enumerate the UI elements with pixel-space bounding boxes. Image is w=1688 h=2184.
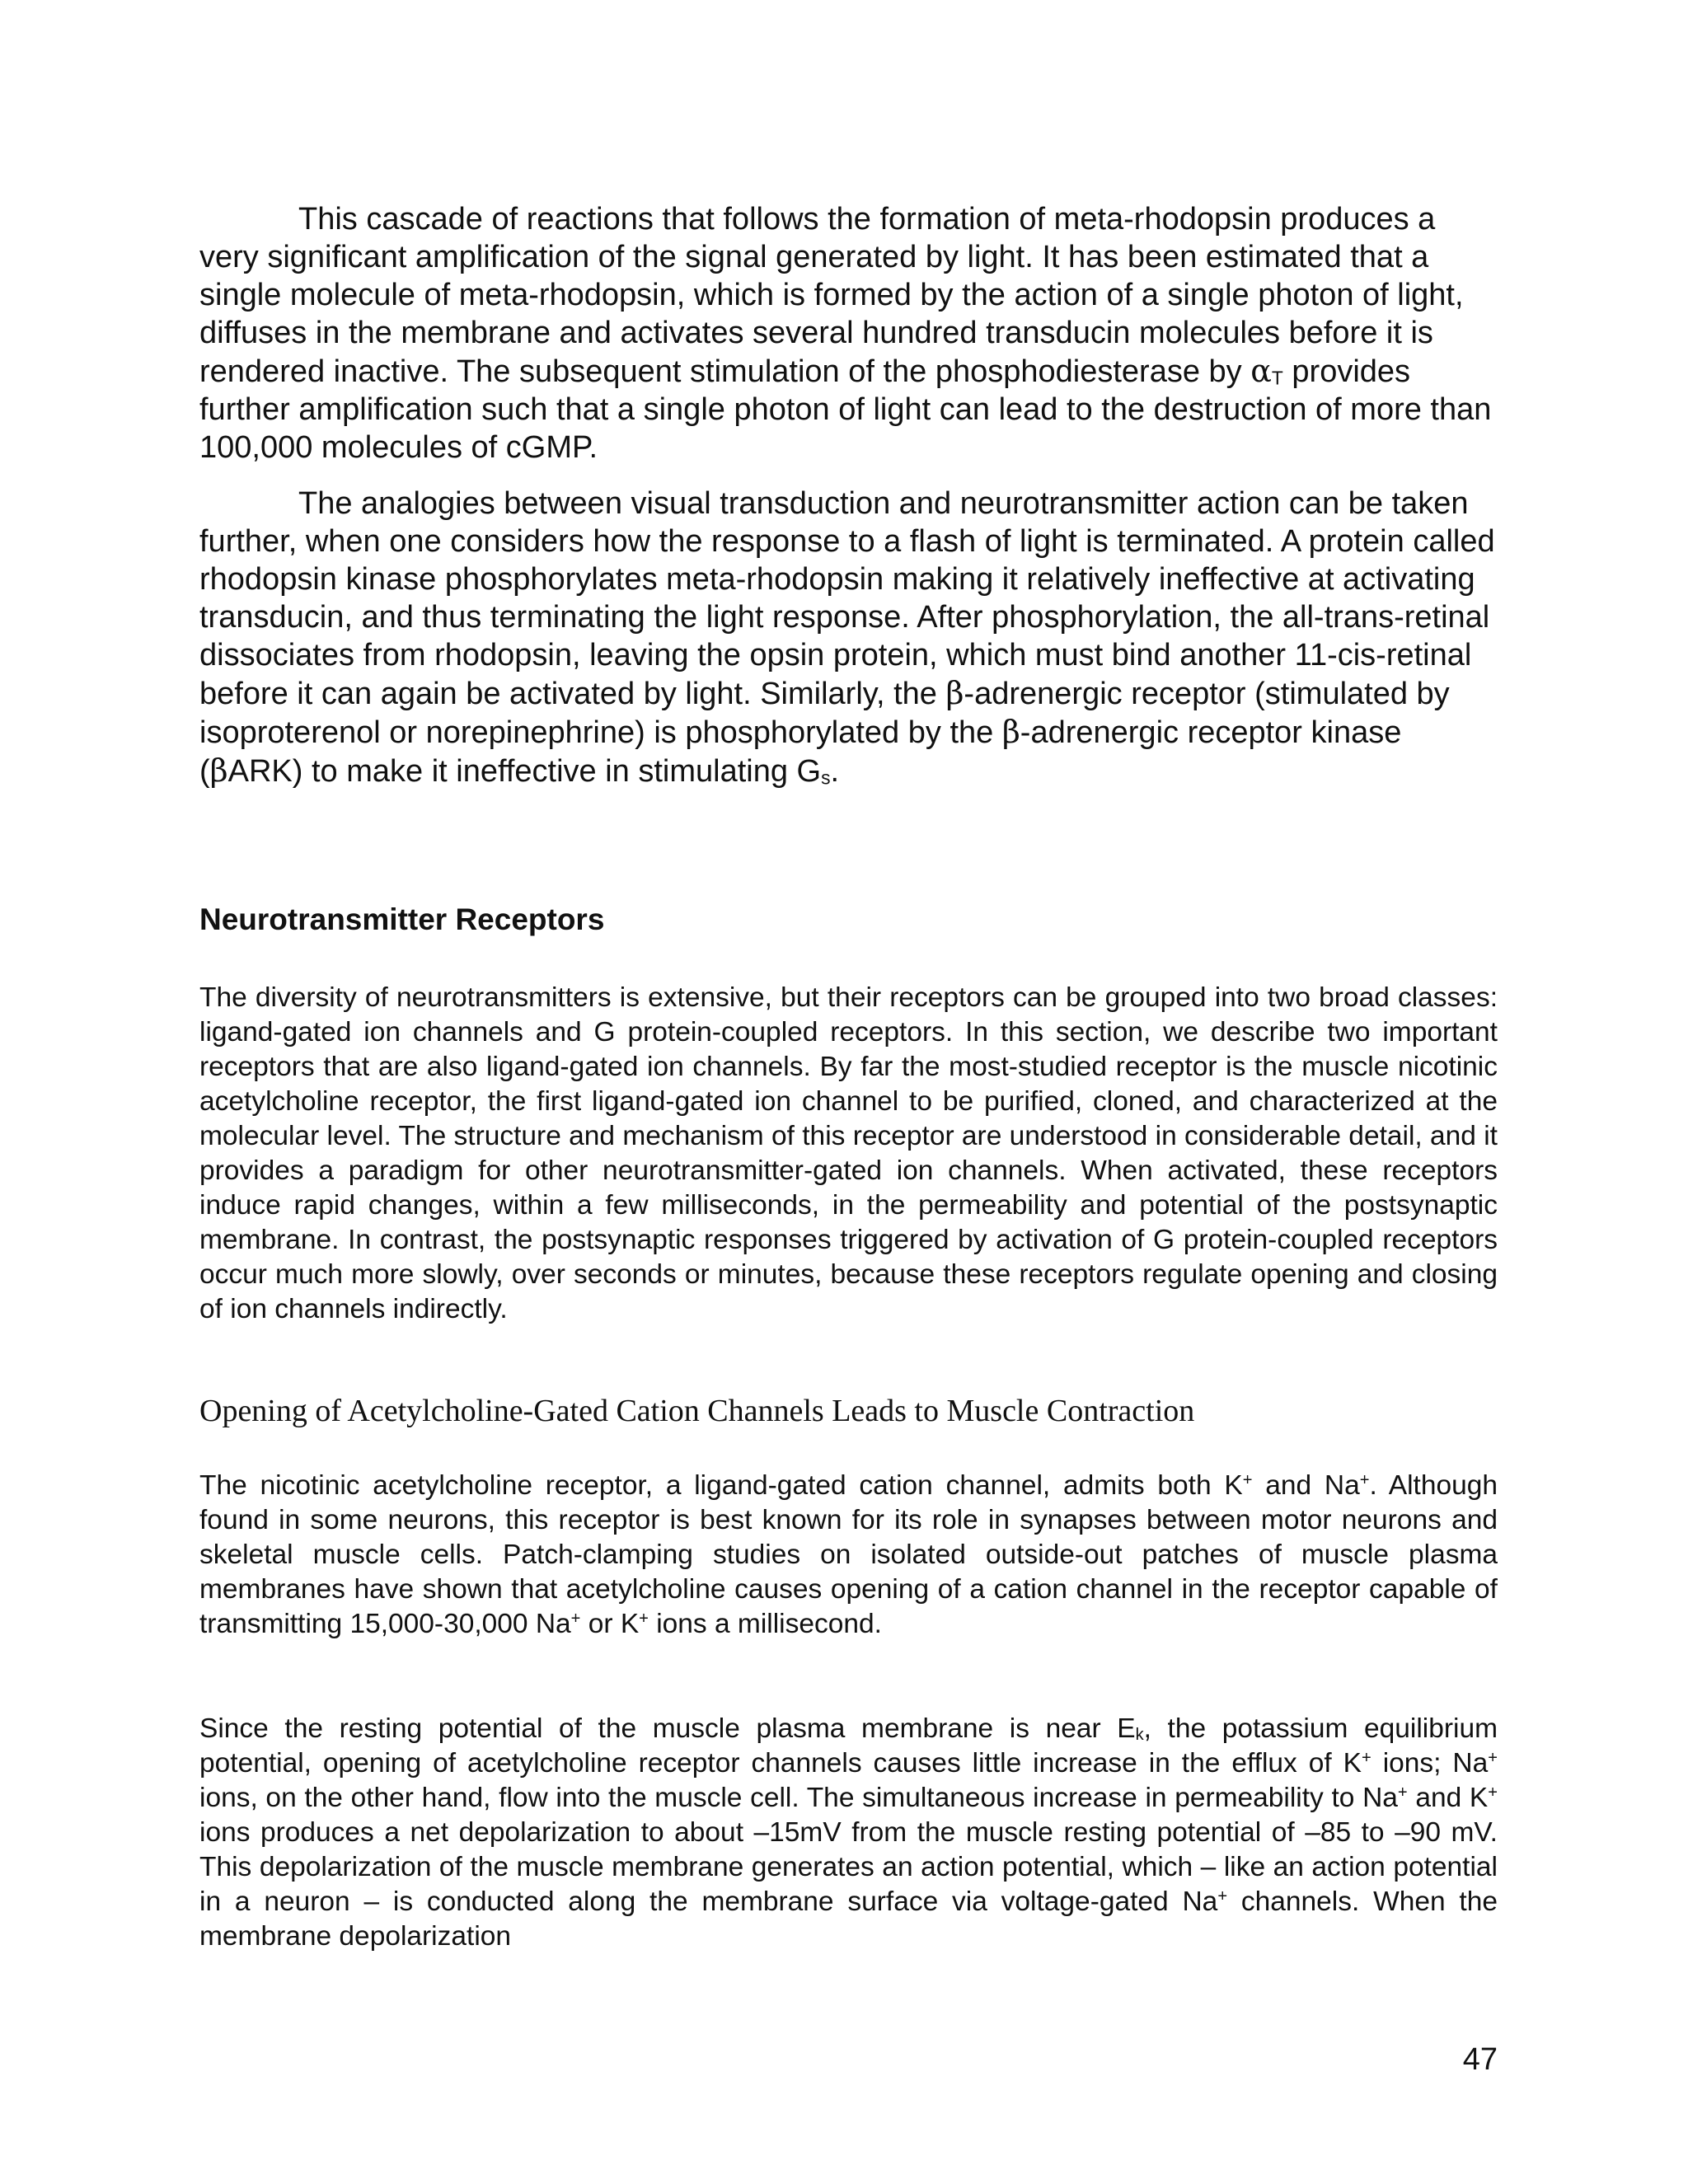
paragraph-depolarization bbox=[199, 1712, 1498, 1954]
page-number: 47 bbox=[1462, 2042, 1498, 2077]
text-run: ions; Na bbox=[1371, 1748, 1489, 1779]
text-run: provides further amplification such that a single photon of light can lead to the destruction of more than 100,000 molecules of cGMP. bbox=[199, 354, 1492, 465]
subscript: T bbox=[1271, 367, 1283, 389]
superscript: + bbox=[1397, 1783, 1408, 1802]
superscript: + bbox=[570, 1609, 581, 1628]
superscript: + bbox=[1242, 1470, 1253, 1489]
beta-symbol: β bbox=[209, 752, 228, 789]
subscript: s bbox=[821, 766, 831, 789]
superscript: + bbox=[1488, 1783, 1498, 1802]
alpha-symbol: α bbox=[1250, 353, 1272, 389]
text-run: ions produces a net depolarization to about –15mV from the muscle resting potential of –85 to –90 mV. This depolarization of the muscle membrane generates an action potential, which – like an action potential in a neuron – is conducted along the membrane surface via voltage-gated Na bbox=[199, 1817, 1498, 1917]
text-run: The nicotinic acetylcholine receptor, a ligand-gated cation channel, admits both K bbox=[199, 1470, 1243, 1501]
text-run: ARK) to make it ineffective in stimulating G bbox=[227, 754, 822, 789]
superscript: + bbox=[1359, 1470, 1370, 1489]
superscript: + bbox=[1361, 1748, 1372, 1767]
beta-symbol: β bbox=[945, 675, 964, 711]
paragraph-termination bbox=[199, 485, 1498, 790]
text-run: This cascade of reactions that follows the formation of meta-rhodopsin produces a very significant amplification of the signal generated by light. It has been estimated that a single molecule of meta-rhodopsin, which is formed by the action of a single photon of light, diffuses in the membrane and activates several hundred transducin molecules before it is rendered inactive. The subsequent stimulation of the phosphodiesterase by bbox=[199, 202, 1464, 389]
text-run: -adrenergic receptor (stimulated by isoproterenol or norepinephrine) is phosphorylated by the bbox=[199, 677, 1450, 750]
subsection-heading: Opening of Acetylcholine-Gated Cation Channels Leads to Muscle Contraction bbox=[199, 1394, 1195, 1428]
text-run: -adrenergic receptor kinase ( bbox=[199, 715, 1402, 789]
text-run: ions, on the other hand, flow into the muscle cell. The simultaneous increase in permeability to Na bbox=[199, 1783, 1398, 1813]
paragraph-receptor-classes: The diversity of neurotransmitters is extensive, but their receptors can be grouped into two broad classes: ligand-gated ion channels and G protein-coupled receptors. In this section, we describe two important receptors that are also ligand-gated ion channels. By far the most-studied receptor is the muscle nicotinic acetylcholine receptor, the first ligand-gated ion channel to be purified, cloned, and characterized at the molecular level. The structure and mechanism of this receptor are understood in considerable detail, and it provides a paradigm for other neurotransmitter-gated ion channels. When activated, these receptors induce rapid changes, within a few milliseconds, in the permeability and potential of the postsynaptic membrane. In contrast, the postsynaptic responses triggered by activation of G protein-coupled receptors occur much more slowly, over seconds or minutes, because these receptors regulate opening and closing of ion channels indirectly. bbox=[199, 982, 1498, 1324]
text-run: , the potassium equilibrium potential, opening of acetylcholine receptor channels causes little increase in the efflux of K bbox=[199, 1713, 1498, 1779]
text-run: and Na bbox=[1252, 1470, 1360, 1501]
subscript: k bbox=[1135, 1726, 1144, 1744]
superscript: + bbox=[639, 1609, 649, 1628]
paragraph-nicotinic-receptor bbox=[199, 1469, 1498, 1642]
section-heading: Neurotransmitter Receptors bbox=[199, 902, 605, 936]
text-run: channels. When the membrane depolarization bbox=[199, 1886, 1498, 1952]
beta-symbol: β bbox=[1001, 714, 1020, 750]
text-run: The analogies between visual transduction and neurotransmitter action can be taken further, when one considers how the response to a flash of light is terminated. A protein called rhodopsin kinase phosphorylates meta-rhodopsin making it relatively ineffective at activating transducin, and thus terminating the light response. After phosphorylation, the all-trans-retinal dissociates from rhodopsin, leaving the opsin protein, which must bind another 11-cis-retinal before it can again be activated by light. Similarly, the bbox=[199, 486, 1495, 711]
text-run: . Although found in some neurons, this receptor is best known for its role in synapses between motor neurons and skeletal muscle cells. Patch-clamping studies on isolated outside-out patches of muscle plasma membranes have shown that acetylcholine causes opening of a cation channel in the receptor capable of transmitting 15,000-30,000 Na bbox=[199, 1470, 1498, 1639]
text-run: . bbox=[830, 754, 840, 789]
superscript: + bbox=[1217, 1886, 1228, 1905]
text-run: Since the resting potential of the muscle plasma membrane is near E bbox=[199, 1713, 1136, 1744]
text-run: and K bbox=[1407, 1783, 1489, 1813]
superscript: + bbox=[1488, 1748, 1498, 1767]
text-run: ions a millisecond. bbox=[648, 1609, 882, 1639]
text-run: or K bbox=[580, 1609, 640, 1639]
paragraph-amplification bbox=[199, 200, 1498, 466]
